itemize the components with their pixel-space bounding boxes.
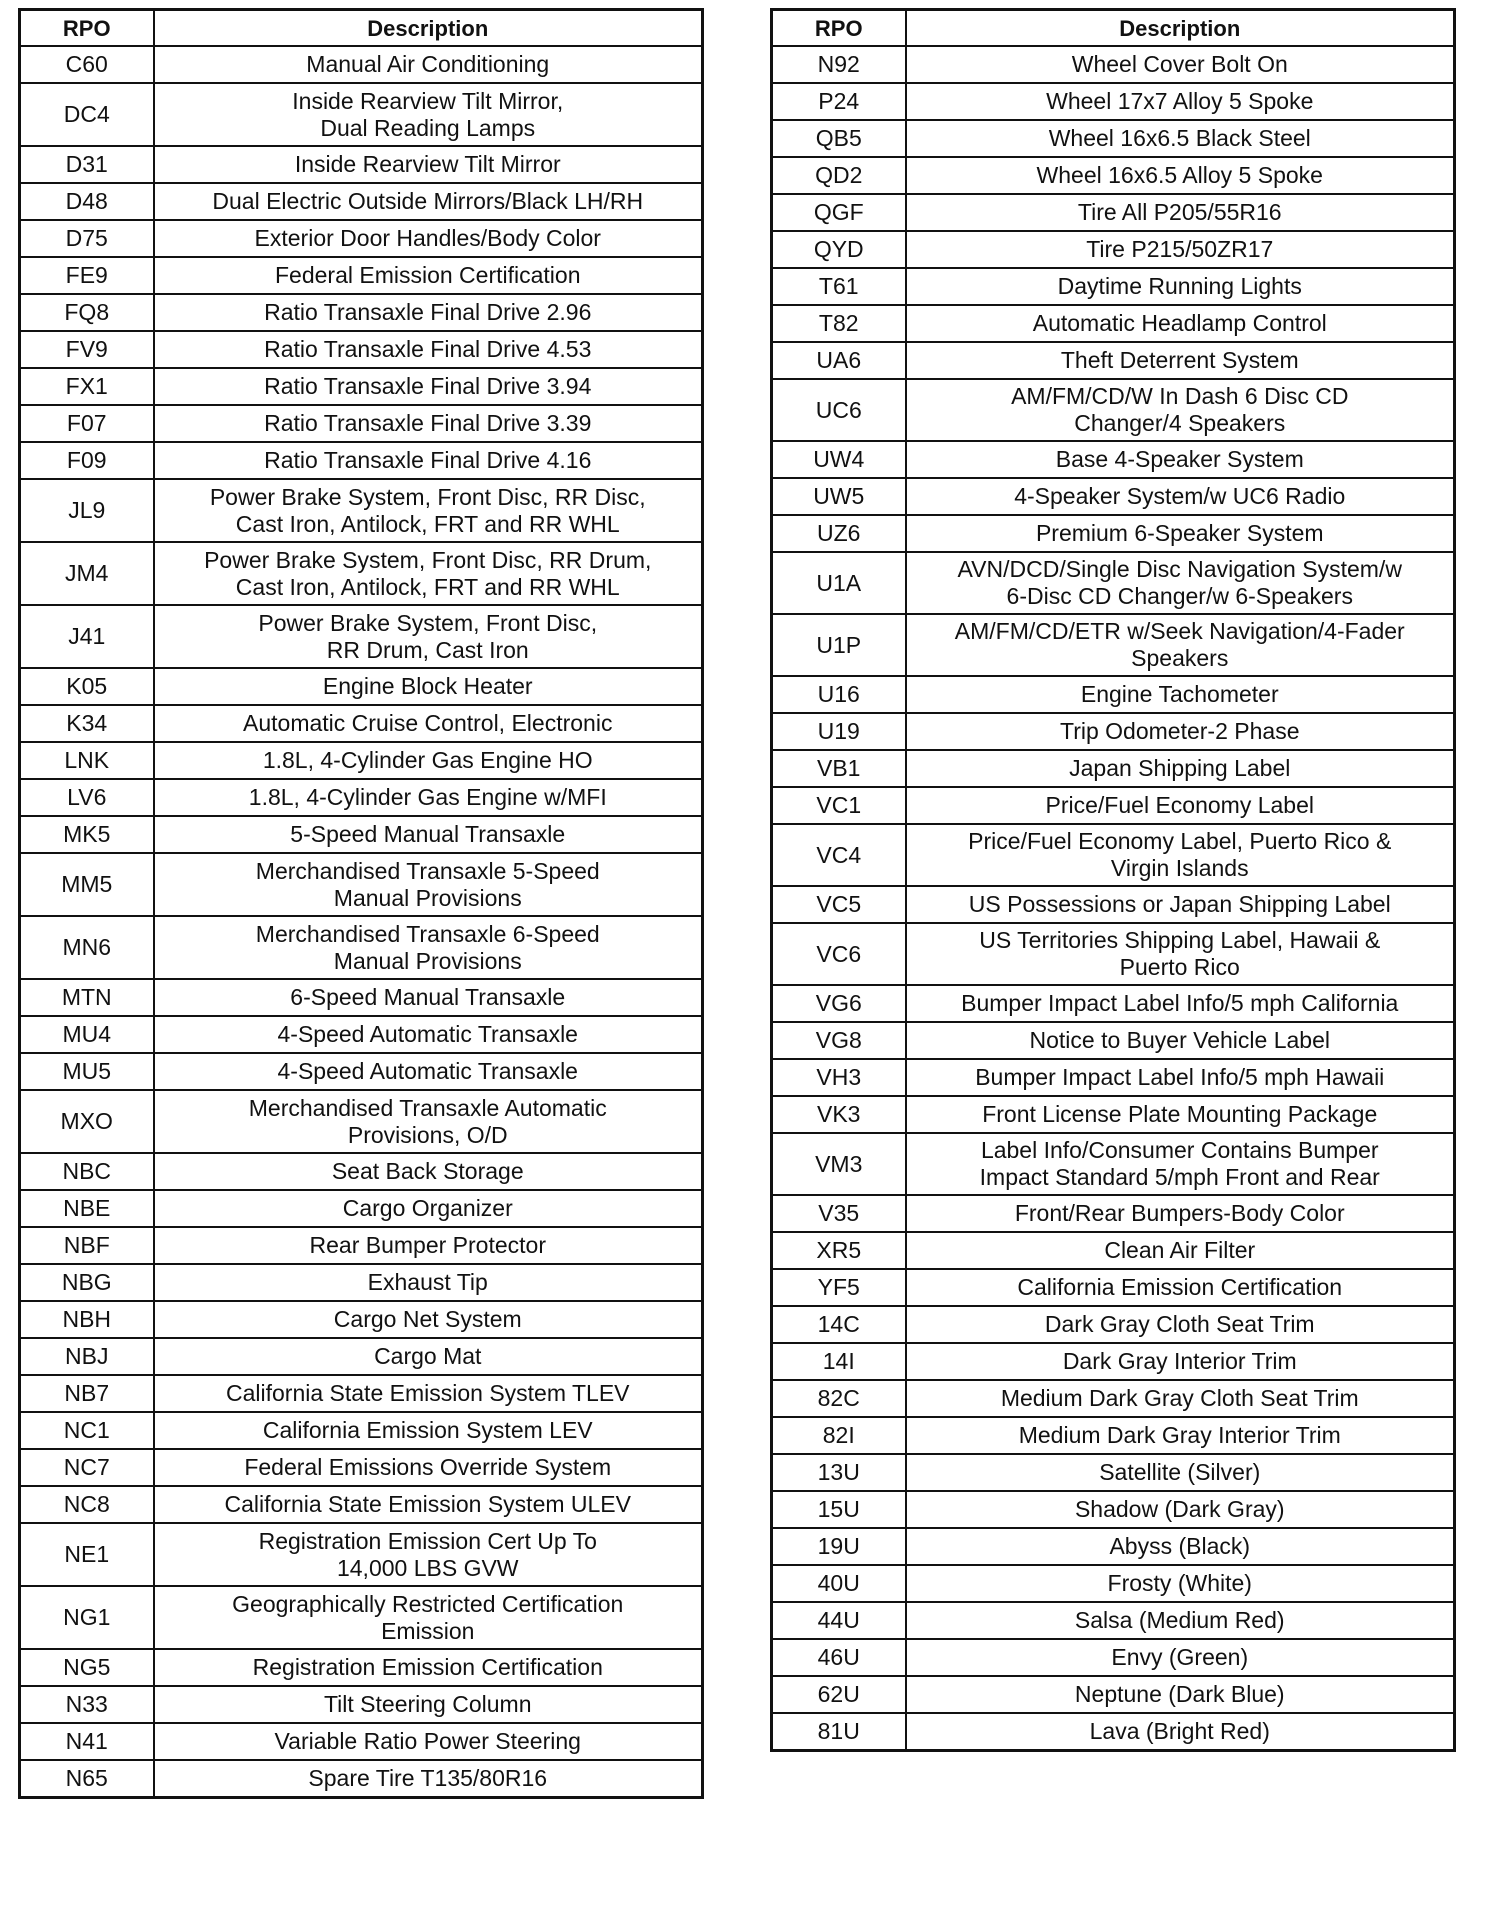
rpo-description: AM/FM/CD/W In Dash 6 Disc CD Changer/4 Speakers — [906, 379, 1455, 441]
table-row — [20, 1723, 703, 1760]
rpo-description: Cargo Net System — [154, 1301, 703, 1338]
rpo-code: LNK — [20, 742, 154, 779]
table-row — [772, 1713, 1455, 1751]
rpo-code: F09 — [20, 442, 154, 479]
rpo-code: FE9 — [20, 257, 154, 294]
table-row — [20, 705, 703, 742]
table-row — [20, 405, 703, 442]
rpo-description: Federal Emission Certification — [154, 257, 703, 294]
rpo-code: MTN — [20, 979, 154, 1016]
rpo-code: UZ6 — [772, 515, 906, 552]
table-row — [772, 120, 1455, 157]
rpo-code: QB5 — [772, 120, 906, 157]
rpo-description: Automatic Headlamp Control — [906, 305, 1455, 342]
table-row — [772, 1133, 1455, 1195]
rpo-description: Inside Rearview Tilt Mirror, Dual Reading Lamps — [154, 83, 703, 146]
table-row — [20, 1486, 703, 1523]
rpo-description: Wheel 16x6.5 Alloy 5 Spoke — [906, 157, 1455, 194]
rpo-code: JM4 — [20, 542, 154, 605]
rpo-code: 19U — [772, 1528, 906, 1565]
rpo-description: US Possessions or Japan Shipping Label — [906, 886, 1455, 923]
rpo-code: VC1 — [772, 787, 906, 824]
table-row — [772, 1343, 1455, 1380]
rpo-description: Engine Tachometer — [906, 676, 1455, 713]
table-row — [20, 742, 703, 779]
table-row — [20, 294, 703, 331]
rpo-code: UA6 — [772, 342, 906, 379]
table-row — [772, 676, 1455, 713]
rpo-code: VC6 — [772, 923, 906, 985]
rpo-description: Merchandised Transaxle 6-Speed Manual Provisions — [154, 916, 703, 979]
rpo-description: Ratio Transaxle Final Drive 4.53 — [154, 331, 703, 368]
rpo-table-left — [18, 8, 704, 1799]
rpo-description: Satellite (Silver) — [906, 1454, 1455, 1491]
table-row — [20, 1190, 703, 1227]
rpo-code: QGF — [772, 194, 906, 231]
table-row — [20, 1412, 703, 1449]
rpo-description: Merchandised Transaxle 5-Speed Manual Provisions — [154, 853, 703, 916]
table-row — [772, 1380, 1455, 1417]
rpo-description: Front/Rear Bumpers-Body Color — [906, 1195, 1455, 1232]
table-row — [20, 1586, 703, 1649]
table-row — [772, 1639, 1455, 1676]
rpo-code: 82C — [772, 1380, 906, 1417]
rpo-description: Registration Emission Certification — [154, 1649, 703, 1686]
rpo-description: Cargo Mat — [154, 1338, 703, 1375]
table-row — [772, 985, 1455, 1022]
table-row — [772, 614, 1455, 676]
rpo-description: Trip Odometer-2 Phase — [906, 713, 1455, 750]
rpo-description: 4-Speed Automatic Transaxle — [154, 1053, 703, 1090]
rpo-description: US Territories Shipping Label, Hawaii & Puerto Rico — [906, 923, 1455, 985]
table-row — [772, 713, 1455, 750]
rpo-description: Geographically Restricted Certification Emission — [154, 1586, 703, 1649]
rpo-code: 13U — [772, 1454, 906, 1491]
rpo-code: JL9 — [20, 479, 154, 542]
rpo-code: DC4 — [20, 83, 154, 146]
table-row — [20, 668, 703, 705]
rpo-code: UW5 — [772, 478, 906, 515]
rpo-code: C60 — [20, 46, 154, 83]
rpo-description: Dark Gray Interior Trim — [906, 1343, 1455, 1380]
rpo-code: K34 — [20, 705, 154, 742]
rpo-description: California Emission System LEV — [154, 1412, 703, 1449]
table-row — [20, 1227, 703, 1264]
table-row — [20, 816, 703, 853]
rpo-code: N92 — [772, 46, 906, 83]
rpo-description: Medium Dark Gray Cloth Seat Trim — [906, 1380, 1455, 1417]
rpo-description: Base 4-Speaker System — [906, 441, 1455, 478]
rpo-description: Tire All P205/55R16 — [906, 194, 1455, 231]
rpo-description: Envy (Green) — [906, 1639, 1455, 1676]
table-row — [20, 1338, 703, 1375]
rpo-code: MN6 — [20, 916, 154, 979]
rpo-description: Medium Dark Gray Interior Trim — [906, 1417, 1455, 1454]
table-row — [772, 750, 1455, 787]
rpo-description: 1.8L, 4-Cylinder Gas Engine w/MFI — [154, 779, 703, 816]
table-row — [20, 368, 703, 405]
rpo-code: FV9 — [20, 331, 154, 368]
rpo-description: Wheel 17x7 Alloy 5 Spoke — [906, 83, 1455, 120]
table-row — [772, 46, 1455, 83]
rpo-description: 6-Speed Manual Transaxle — [154, 979, 703, 1016]
table-row — [772, 194, 1455, 231]
rpo-header: RPO — [772, 10, 906, 47]
rpo-code: UW4 — [772, 441, 906, 478]
table-row — [772, 824, 1455, 886]
rpo-description: Tilt Steering Column — [154, 1686, 703, 1723]
rpo-description: Registration Emission Cert Up To 14,000 LBS GVW — [154, 1523, 703, 1586]
rpo-description: Frosty (White) — [906, 1565, 1455, 1602]
rpo-description: Shadow (Dark Gray) — [906, 1491, 1455, 1528]
rpo-description: Power Brake System, Front Disc, RR Drum, Cast Iron — [154, 605, 703, 668]
table-row — [20, 257, 703, 294]
rpo-code: NBE — [20, 1190, 154, 1227]
rpo-code: U19 — [772, 713, 906, 750]
rpo-code: VG6 — [772, 985, 906, 1022]
rpo-description: Power Brake System, Front Disc, RR Drum, Cast Iron, Antilock, FRT and RR WHL — [154, 542, 703, 605]
table-row — [772, 1491, 1455, 1528]
table-row — [772, 83, 1455, 120]
rpo-description: Lava (Bright Red) — [906, 1713, 1455, 1751]
rpo-code: NB7 — [20, 1375, 154, 1412]
rpo-code: NBC — [20, 1153, 154, 1190]
rpo-code: MK5 — [20, 816, 154, 853]
table-row — [20, 1153, 703, 1190]
rpo-code: NC7 — [20, 1449, 154, 1486]
table-row — [20, 542, 703, 605]
rpo-code: MXO — [20, 1090, 154, 1153]
rpo-description: California State Emission System TLEV — [154, 1375, 703, 1412]
rpo-description: Neptune (Dark Blue) — [906, 1676, 1455, 1713]
rpo-code: D75 — [20, 220, 154, 257]
table-row — [772, 552, 1455, 614]
rpo-code: NBH — [20, 1301, 154, 1338]
rpo-description: Japan Shipping Label — [906, 750, 1455, 787]
rpo-code: U1A — [772, 552, 906, 614]
rpo-description: AVN/DCD/Single Disc Navigation System/w 6-Disc CD Changer/w 6-Speakers — [906, 552, 1455, 614]
description-header: Description — [906, 10, 1455, 47]
table-row — [772, 1676, 1455, 1713]
table-row — [20, 83, 703, 146]
rpo-description: Theft Deterrent System — [906, 342, 1455, 379]
rpo-code: LV6 — [20, 779, 154, 816]
rpo-code: 44U — [772, 1602, 906, 1639]
table-row — [20, 1264, 703, 1301]
rpo-description: Bumper Impact Label Info/5 mph California — [906, 985, 1455, 1022]
table-row — [20, 1760, 703, 1798]
rpo-code: YF5 — [772, 1269, 906, 1306]
rpo-description: 4-Speaker System/w UC6 Radio — [906, 478, 1455, 515]
rpo-code: MU5 — [20, 1053, 154, 1090]
rpo-description: Label Info/Consumer Contains Bumper Impact Standard 5/mph Front and Rear — [906, 1133, 1455, 1195]
rpo-code: N65 — [20, 1760, 154, 1798]
rpo-description: Ratio Transaxle Final Drive 4.16 — [154, 442, 703, 479]
rpo-code: VG8 — [772, 1022, 906, 1059]
rpo-code: T82 — [772, 305, 906, 342]
rpo-code: J41 — [20, 605, 154, 668]
table-row — [772, 268, 1455, 305]
rpo-description: Federal Emissions Override System — [154, 1449, 703, 1486]
table-row — [772, 157, 1455, 194]
rpo-description: AM/FM/CD/ETR w/Seek Navigation/4-Fader Speakers — [906, 614, 1455, 676]
table-row — [20, 916, 703, 979]
rpo-code: 82I — [772, 1417, 906, 1454]
table-row — [772, 1602, 1455, 1639]
rpo-description: Automatic Cruise Control, Electronic — [154, 705, 703, 742]
rpo-description: California State Emission System ULEV — [154, 1486, 703, 1523]
table-row — [772, 1417, 1455, 1454]
rpo-description: Front License Plate Mounting Package — [906, 1096, 1455, 1133]
table-row — [20, 1449, 703, 1486]
rpo-description: Spare Tire T135/80R16 — [154, 1760, 703, 1798]
rpo-description: Merchandised Transaxle Automatic Provisions, O/D — [154, 1090, 703, 1153]
rpo-code: QYD — [772, 231, 906, 268]
table-row — [20, 331, 703, 368]
rpo-table-right — [770, 8, 1456, 1752]
rpo-code: K05 — [20, 668, 154, 705]
table-row — [772, 1022, 1455, 1059]
table-row — [772, 1306, 1455, 1343]
rpo-code: FX1 — [20, 368, 154, 405]
rpo-description: Clean Air Filter — [906, 1232, 1455, 1269]
rpo-code: 46U — [772, 1639, 906, 1676]
table-row — [772, 1195, 1455, 1232]
rpo-code: VM3 — [772, 1133, 906, 1195]
rpo-description: Seat Back Storage — [154, 1153, 703, 1190]
table-row — [772, 1454, 1455, 1491]
rpo-description: Rear Bumper Protector — [154, 1227, 703, 1264]
table-row — [772, 1059, 1455, 1096]
rpo-code: FQ8 — [20, 294, 154, 331]
rpo-description: Notice to Buyer Vehicle Label — [906, 1022, 1455, 1059]
right-table-body — [772, 46, 1455, 1751]
rpo-description: Exhaust Tip — [154, 1264, 703, 1301]
rpo-code: 40U — [772, 1565, 906, 1602]
rpo-code: T61 — [772, 268, 906, 305]
table-row — [20, 1375, 703, 1412]
rpo-description: Power Brake System, Front Disc, RR Disc, Cast Iron, Antilock, FRT and RR WHL — [154, 479, 703, 542]
table-row — [20, 1301, 703, 1338]
rpo-description: Dark Gray Cloth Seat Trim — [906, 1306, 1455, 1343]
rpo-code: NBJ — [20, 1338, 154, 1375]
header-row — [20, 10, 703, 47]
rpo-code: F07 — [20, 405, 154, 442]
table-row — [20, 442, 703, 479]
rpo-description: Cargo Organizer — [154, 1190, 703, 1227]
rpo-code: NG5 — [20, 1649, 154, 1686]
table-row — [772, 305, 1455, 342]
table-row — [20, 479, 703, 542]
rpo-description: Salsa (Medium Red) — [906, 1602, 1455, 1639]
rpo-code: 15U — [772, 1491, 906, 1528]
table-row — [772, 478, 1455, 515]
rpo-code: NE1 — [20, 1523, 154, 1586]
table-row — [20, 853, 703, 916]
rpo-description: Ratio Transaxle Final Drive 3.94 — [154, 368, 703, 405]
rpo-code: UC6 — [772, 379, 906, 441]
table-row — [20, 146, 703, 183]
rpo-code: 14C — [772, 1306, 906, 1343]
rpo-code: D31 — [20, 146, 154, 183]
rpo-code: NBF — [20, 1227, 154, 1264]
rpo-description: Inside Rearview Tilt Mirror — [154, 146, 703, 183]
rpo-code: U1P — [772, 614, 906, 676]
table-row — [772, 1528, 1455, 1565]
rpo-description: Manual Air Conditioning — [154, 46, 703, 83]
table-row — [20, 779, 703, 816]
table-row — [772, 1096, 1455, 1133]
rpo-description: Wheel Cover Bolt On — [906, 46, 1455, 83]
rpo-description: 4-Speed Automatic Transaxle — [154, 1016, 703, 1053]
rpo-code: NC1 — [20, 1412, 154, 1449]
rpo-code: NC8 — [20, 1486, 154, 1523]
rpo-code: 14I — [772, 1343, 906, 1380]
rpo-description: 5-Speed Manual Transaxle — [154, 816, 703, 853]
table-row — [20, 183, 703, 220]
table-row — [772, 787, 1455, 824]
rpo-description: Wheel 16x6.5 Black Steel — [906, 120, 1455, 157]
rpo-code: VK3 — [772, 1096, 906, 1133]
rpo-description: Variable Ratio Power Steering — [154, 1723, 703, 1760]
table-row — [20, 605, 703, 668]
rpo-description: Price/Fuel Economy Label, Puerto Rico & Virgin Islands — [906, 824, 1455, 886]
table-row — [772, 231, 1455, 268]
table-row — [772, 342, 1455, 379]
rpo-code: VB1 — [772, 750, 906, 787]
table-row — [20, 1523, 703, 1586]
rpo-code: N33 — [20, 1686, 154, 1723]
rpo-description: 1.8L, 4-Cylinder Gas Engine HO — [154, 742, 703, 779]
rpo-code: P24 — [772, 83, 906, 120]
rpo-code: U16 — [772, 676, 906, 713]
rpo-description: Exterior Door Handles/Body Color — [154, 220, 703, 257]
table-row — [772, 886, 1455, 923]
rpo-description: Tire P215/50ZR17 — [906, 231, 1455, 268]
rpo-code: VH3 — [772, 1059, 906, 1096]
rpo-description: Premium 6-Speaker System — [906, 515, 1455, 552]
rpo-code: NBG — [20, 1264, 154, 1301]
rpo-description: Daytime Running Lights — [906, 268, 1455, 305]
table-row — [20, 1053, 703, 1090]
table-row — [20, 220, 703, 257]
table-row — [20, 1649, 703, 1686]
rpo-code: NG1 — [20, 1586, 154, 1649]
table-row — [772, 379, 1455, 441]
rpo-description: Abyss (Black) — [906, 1528, 1455, 1565]
rpo-description: Bumper Impact Label Info/5 mph Hawaii — [906, 1059, 1455, 1096]
header-row — [772, 10, 1455, 47]
rpo-code: VC4 — [772, 824, 906, 886]
rpo-code: XR5 — [772, 1232, 906, 1269]
rpo-code: D48 — [20, 183, 154, 220]
table-row — [20, 46, 703, 83]
rpo-header: RPO — [20, 10, 154, 47]
left-table-body — [20, 46, 703, 1798]
rpo-description: Ratio Transaxle Final Drive 3.39 — [154, 405, 703, 442]
table-row — [772, 1232, 1455, 1269]
table-row — [772, 923, 1455, 985]
table-row — [772, 1565, 1455, 1602]
rpo-description: Engine Block Heater — [154, 668, 703, 705]
rpo-code: 62U — [772, 1676, 906, 1713]
rpo-code: 81U — [772, 1713, 906, 1751]
rpo-code: QD2 — [772, 157, 906, 194]
table-row — [772, 441, 1455, 478]
rpo-code: V35 — [772, 1195, 906, 1232]
table-row — [20, 1016, 703, 1053]
rpo-code: MM5 — [20, 853, 154, 916]
rpo-description: California Emission Certification — [906, 1269, 1455, 1306]
rpo-description: Ratio Transaxle Final Drive 2.96 — [154, 294, 703, 331]
table-row — [20, 1686, 703, 1723]
table-row — [772, 1269, 1455, 1306]
description-header: Description — [154, 10, 703, 47]
rpo-code: N41 — [20, 1723, 154, 1760]
rpo-description: Dual Electric Outside Mirrors/Black LH/RH — [154, 183, 703, 220]
table-row — [20, 979, 703, 1016]
rpo-code: MU4 — [20, 1016, 154, 1053]
table-row — [20, 1090, 703, 1153]
rpo-description: Price/Fuel Economy Label — [906, 787, 1455, 824]
table-row — [772, 515, 1455, 552]
rpo-code: VC5 — [772, 886, 906, 923]
